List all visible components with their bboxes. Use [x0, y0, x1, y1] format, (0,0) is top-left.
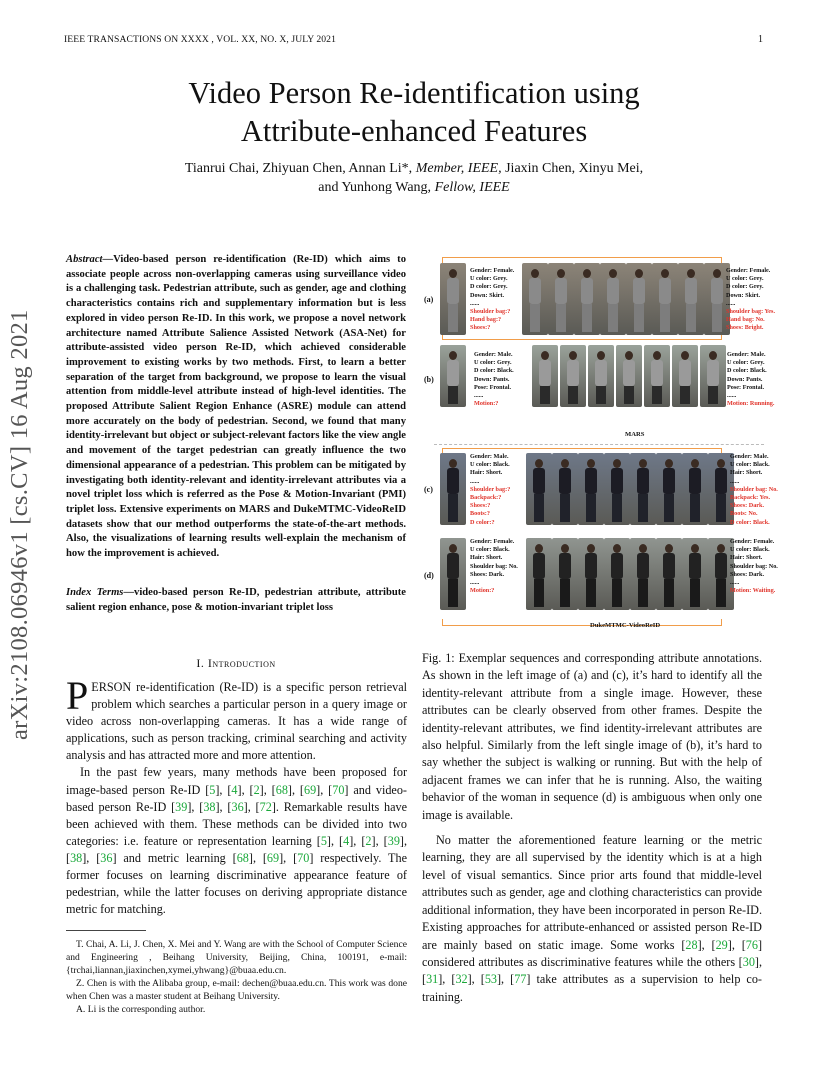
attribute-line: U color: Black. [730, 461, 770, 469]
pedestrian-frame [574, 263, 600, 335]
attribute-line: U color: Grey. [726, 275, 764, 283]
citation-link[interactable]: 5 [320, 833, 327, 848]
footnotes [66, 938, 407, 1017]
attribute-line: Motion:? [470, 587, 495, 595]
citation-link[interactable]: 69 [266, 850, 280, 865]
paper-title [0, 74, 828, 150]
pedestrian-frame [440, 345, 466, 407]
intro-paragraph-1 [66, 673, 407, 764]
index-terms [66, 586, 406, 615]
right-paragraph: No matter the aforementioned feature learning or the metric learning, they are all supervised by the identity which is at a high level of visual semantics. Since prior arts found that middle-level attributes such as gender, age and clothing characteristics can provide additional information, they have been incorporated in person Re-ID. Existing approaches for attribute-enhanced or assisted person Re-ID are mainly based on static image. Some works [28], [29], [76] considered attributes as discriminative features while the others [30], [31], [32], [53], [77] take attributes as a supervision to help co-training. [422, 833, 763, 1004]
figure-caption: Fig. 1: Exemplar sequences and corresponding attribute annotations. As shown in the left image of (a) and (c), it’s hard to identify all the identity-relevant attribute from a single image. However, these attributes can be clearly observed from other frames. Despite the identity-relevant attributes, we find identity-irrelevant attributes are also helpful. Similarly from the left single image of (b), it’s hard to say whether the subject is walking or running. But with the help of adjacent frames we can infer that he is running. Also, the waiting behavior of the woman in sequence (d) is ambiguous when only one image is available. [422, 651, 762, 822]
attribute-line: Hair: Short. [730, 469, 763, 477]
citation-link[interactable]: 68 [275, 782, 288, 797]
pedestrian-frame [604, 538, 630, 610]
attribute-line: Gender: Female. [470, 267, 515, 274]
citation-link[interactable]: 36 [231, 799, 244, 814]
intro-paragraph-2: In the past few years, many methods have been proposed for image-based person Re-ID [5], [4], [2], [68], [69], [70] and video-based person Re-ID [39], [38], [36], [72]. Remarkable results have been achieved with them. These methods can be divided into two categories: i.e. feature or representation learning [5], [4], [2], [39], [38], [36] and metric learning [68], [69], [70] respectively. The former focuses on learning discriminative appearance feature of pedestrian, while the latter focuses on deriving appropriate distance metric for matching. [66, 765, 408, 917]
attribute-line: D color:? [470, 518, 495, 526]
footnote-alibaba: Z. Chen is with the Alibaba group, e-mail: dechen@buaa.edu.cn. This work was done when Chen was a master student at Beihang University. [66, 978, 407, 1003]
attribute-line: Shoulder bag: Yes. [726, 308, 775, 316]
drop-cap: P [66, 673, 89, 718]
pedestrian-frame [560, 345, 586, 407]
dataset-divider [434, 444, 764, 445]
attribute-line: Gender: Male. [727, 351, 766, 358]
footnote-affiliation: T. Chai, A. Li, J. Chen, X. Mei and Y. Wang are with the School of Computer Science and Engineering , Beihang University, Beijing, China, 100191, e-mail: {trchai,liannan,jiaxinchen,xymei,yhwang}@buaa.edu.cn. [66, 939, 407, 977]
attribute-line: Shoulder bag: No. [730, 485, 778, 493]
running-header: IEEE TRANSACTIONS ON XXXX , VOL. XX, NO. X, JULY 2021 [64, 34, 336, 45]
attribute-line: ...... [470, 299, 480, 307]
intro-p1-text: re-identification (Re-ID) is a specific person retrieval problem which searches a particular person in a query image or video across non-overlapping cameras. It has a wide range of applications, such as person tracking, criminal searching and activity analysis and has attracted more and more attention. [66, 680, 407, 763]
attribute-line: Down: Skirt. [470, 291, 505, 299]
pedestrian-frame [526, 538, 552, 610]
intro-p2-d: respectively. The former focuses on learning discriminative appearance feature of pedestrian, while the latter focuses on deriving appropriate distance metric for matching. [66, 850, 407, 917]
attribute-line: ...... [727, 392, 737, 400]
attribute-line: Gender: Male. [474, 351, 513, 358]
pedestrian-frame [588, 345, 614, 407]
title-line-1: Video Person Re-identification using [188, 76, 640, 110]
intro-p2-c: and metric learning [116, 850, 226, 865]
attribute-line: ...... [470, 579, 480, 587]
attribute-line: Hand bag:? [470, 316, 502, 324]
attribute-line: Gender: Male. [730, 453, 769, 460]
attribute-line: Shoes:? [470, 324, 491, 332]
authors-a: Tianrui Chai, Zhiyuan Chen, Annan Li*, [184, 161, 413, 176]
citation-link[interactable]: 39 [175, 799, 188, 814]
pedestrian-frame [678, 263, 704, 335]
abstract-label: Abstract [66, 254, 103, 265]
right-para-b: considered attributes as discriminative features while the others [422, 954, 736, 969]
citation-link[interactable]: 30 [742, 954, 755, 969]
attribute-line: Shoulder bag:? [470, 308, 511, 316]
pedestrian-frame [440, 538, 466, 610]
pedestrian-frame [440, 263, 466, 335]
attribute-line: Hair: Short. [470, 554, 503, 562]
index-text: —video-based person Re-ID, pedestrian attribute, attribute salient region enhance, pose & motion-invariant triplet loss [66, 587, 406, 613]
first-word: ERSON [91, 680, 132, 694]
citation-link[interactable]: 76 [745, 937, 758, 952]
citation-link[interactable]: 53 [484, 972, 497, 987]
dataset-label-mars: MARS [625, 431, 645, 438]
attribute-line: Backpack: Yes. [730, 494, 770, 502]
pedestrian-frame [552, 453, 578, 525]
attribute-line: Down: Pants. [727, 375, 763, 383]
dataset-label-duke: DukeMTMC-VideoReID [590, 622, 661, 629]
right-para-a: No matter the aforementioned feature learning or the metric learning, they are all supervised by the identity which is at a high level of visual semantics. Since prior arts found that middle-level attributes such as gender, age and clothing characteristics can provide additional information, they have been incorporated in person Re-ID. Existing approaches for attribute-enhanced or assisted person Re-ID are mainly based on static image. Some works [422, 833, 762, 952]
citation-link[interactable]: 5 [209, 782, 216, 797]
abstract [66, 253, 406, 562]
citation-link[interactable]: 38 [203, 799, 216, 814]
attributes-b-left [474, 351, 514, 408]
attribute-line: Gender: Female. [726, 267, 771, 274]
intro-p2-rest: video-based person Re-ID [66, 782, 407, 814]
attribute-line: Boots:? [470, 510, 490, 518]
attribute-line: Shoulder bag: No. [470, 562, 518, 570]
pedestrian-frame [552, 538, 578, 610]
pedestrian-frame [522, 263, 548, 335]
pedestrian-frame [672, 345, 698, 407]
attribute-line: Shoes:? [470, 502, 491, 510]
citation-link[interactable]: 69 [303, 782, 317, 797]
attributes-c-left [470, 453, 510, 527]
attribute-line: D color: Black. [730, 518, 770, 526]
citation-link[interactable]: 28 [685, 937, 698, 952]
row-label-c: (c) [424, 485, 433, 494]
section-title: Introduction [207, 656, 276, 670]
attribute-line: ...... [730, 477, 740, 485]
page-number: 1 [758, 34, 763, 45]
citation-link[interactable]: 77 [514, 972, 527, 987]
intro-p2-b: . Remarkable results have been achieved with them. These methods can be divided into two categories: i.e. feature or representation learning [66, 799, 408, 848]
authors-line2: and Yunhong Wang, [318, 180, 432, 195]
pedestrian-frame [440, 453, 466, 525]
attribute-line: Shoes: Dark. [730, 502, 765, 510]
pedestrian-frame [626, 263, 652, 335]
attributes-d-right [730, 538, 778, 595]
authors-fellow: Fellow, IEEE [434, 180, 510, 195]
pedestrian-frame [700, 345, 726, 407]
attribute-line: Down: Skirt. [726, 291, 761, 299]
attribute-line: Pose: Frontal. [474, 383, 512, 391]
footnote-rule [66, 930, 146, 931]
attribute-line: Hand bag: No. [726, 316, 765, 324]
attribute-line: ...... [470, 477, 480, 485]
authors-member: Member, IEEE, [415, 161, 502, 176]
row-label-d: (d) [424, 571, 434, 580]
pedestrian-frame [578, 538, 604, 610]
attribute-line: Gender: Female. [470, 538, 515, 545]
attributes-c-right [730, 453, 778, 527]
attribute-line: Down: Pants. [474, 375, 510, 383]
attribute-line: Motion: Running. [727, 400, 775, 408]
attribute-line: U color: Grey. [474, 359, 512, 367]
attribute-line: Backpack:? [470, 494, 502, 502]
attribute-line: Gender: Male. [470, 453, 509, 460]
attribute-line: ...... [474, 392, 484, 400]
attributes-a-right [726, 267, 775, 333]
abstract-text: —Video-based person re-identification (Re-ID) which aims to associate people across non-overlapping cameras using surveillance video is a challenging task. Pedestrian attribute, such as gender, age and clothing characteristics contains rich and supplementary information but is less explored in video person Re-ID. In this work, we propose a novel network architecture named Attribute Salience Assisted Network (ASA-Net) for attribute-assisted video person Re-ID, which achieved considerable improvement to existing works by two methods. First, to learn a better separation of the target from background, we propose to learn the visual attention from middle-level attribute instead of high-level identities. The proposed Attribute Salient Region Enhance (ASRE) module can attend more accurately on the body of pedestrian. Second, we found that many identity-irrelevant but object or subject-relevant factors like the view angle and movement of the target pedestrian can greatly influence the two dimensional appearance of a pedestrian. This problem can be mitigated by investigating both identity-relevant and identity-irrelevant attributes via a novel triplet loss which is referred as the Pose & Motion-Invariant (PMI) triplet loss. Extensive experiments on MARS and DukeMTMC-VideoReID datasets show that our method outperforms the state-of-the-art methods. Also, the visualizations of learning results well-explain the mechanism of how the improvement is achieved. [66, 254, 406, 560]
pedestrian-frame [682, 453, 708, 525]
citation-link[interactable]: 39 [387, 833, 400, 848]
index-label: Index Terms [66, 587, 124, 598]
attributes-d-left [470, 538, 518, 595]
author-list [0, 159, 828, 197]
citation-link[interactable]: 2 [253, 782, 260, 797]
pedestrian-frame [616, 345, 642, 407]
pedestrian-frame [652, 263, 678, 335]
pedestrian-frame [548, 263, 574, 335]
pedestrian-frame [578, 453, 604, 525]
attribute-line: Shoulder bag:? [470, 485, 511, 493]
figure-1 [420, 255, 778, 635]
pedestrian-frame [604, 453, 630, 525]
attribute-line: Motion:? [474, 400, 499, 408]
citation-link[interactable]: 38 [70, 850, 83, 865]
citation-link[interactable]: 68 [236, 850, 249, 865]
attribute-line: Boots: No. [730, 510, 758, 518]
pedestrian-frame [656, 538, 682, 610]
sequence-bracket [442, 619, 722, 626]
attribute-line: Gender: Female. [730, 538, 775, 545]
row-label-a: (a) [424, 295, 434, 304]
attributes-a-left [470, 267, 514, 333]
attribute-line: Shoes: Bright. [726, 324, 764, 332]
pedestrian-frame [526, 453, 552, 525]
attribute-line: Shoes: Dark. [730, 570, 765, 578]
pedestrian-frame [682, 538, 708, 610]
attribute-line: Hair: Short. [730, 554, 763, 562]
intro-p2-a: In the past few years, many methods have been proposed for image-based person Re-ID [ [66, 765, 407, 797]
citation-link[interactable]: 2 [365, 833, 372, 848]
attribute-line: U color: Black. [730, 546, 770, 554]
row-label-b: (b) [424, 375, 434, 384]
pedestrian-frame [630, 453, 656, 525]
attribute-line: Shoulder bag: No. [730, 562, 778, 570]
citation-link[interactable]: 31 [426, 972, 439, 987]
footnote-corresponding: A. Li is the corresponding author. [76, 1004, 206, 1016]
arxiv-stamp: arXiv:2108.06946v1 [cs.CV] 16 Aug 2021 [6, 309, 33, 740]
pedestrian-frame [532, 345, 558, 407]
attribute-line: D color: Black. [474, 367, 514, 375]
attribute-line: ...... [730, 579, 740, 587]
title-line-2: Attribute-enhanced Features [240, 114, 588, 148]
attributes-b-right [727, 351, 774, 408]
pedestrian-frame [656, 453, 682, 525]
pedestrian-frame [644, 345, 670, 407]
intro-body [66, 673, 408, 918]
section-heading [66, 656, 406, 671]
citation-link[interactable]: 72 [259, 799, 272, 814]
attribute-line: U color: Black. [470, 461, 510, 469]
attribute-line: ...... [726, 299, 736, 307]
attribute-line: Motion: Waiting. [730, 587, 776, 595]
attribute-line: U color: Grey. [727, 359, 765, 367]
section-number: I. [196, 656, 205, 670]
citation-link[interactable]: 29 [715, 937, 728, 952]
citation-link[interactable]: 70 [297, 850, 310, 865]
citation-link[interactable]: 4 [343, 833, 350, 848]
citation-link[interactable]: 70 [332, 782, 345, 797]
attribute-line: D color: Grey. [726, 283, 764, 291]
citation-link[interactable]: 32 [455, 972, 468, 987]
pedestrian-frame [600, 263, 626, 335]
citation-link[interactable]: 36 [100, 850, 113, 865]
attribute-line: Hair: Short. [470, 469, 503, 477]
attribute-line: U color: Grey. [470, 275, 508, 283]
attribute-line: D color: Grey. [470, 283, 508, 291]
pedestrian-frame [630, 538, 656, 610]
right-para-c: take attributes as a supervision to help co-training. [422, 972, 762, 1004]
attribute-line: U color: Black. [470, 546, 510, 554]
right-column [422, 650, 762, 1014]
authors-c: Jiaxin Chen, Xinyu Mei, [505, 161, 644, 176]
attribute-line: Shoes: Dark. [470, 570, 505, 578]
attribute-line: Pose: Frontal. [727, 383, 765, 391]
citation-link[interactable]: 4 [231, 782, 238, 797]
attribute-line: D color: Black. [727, 367, 767, 375]
